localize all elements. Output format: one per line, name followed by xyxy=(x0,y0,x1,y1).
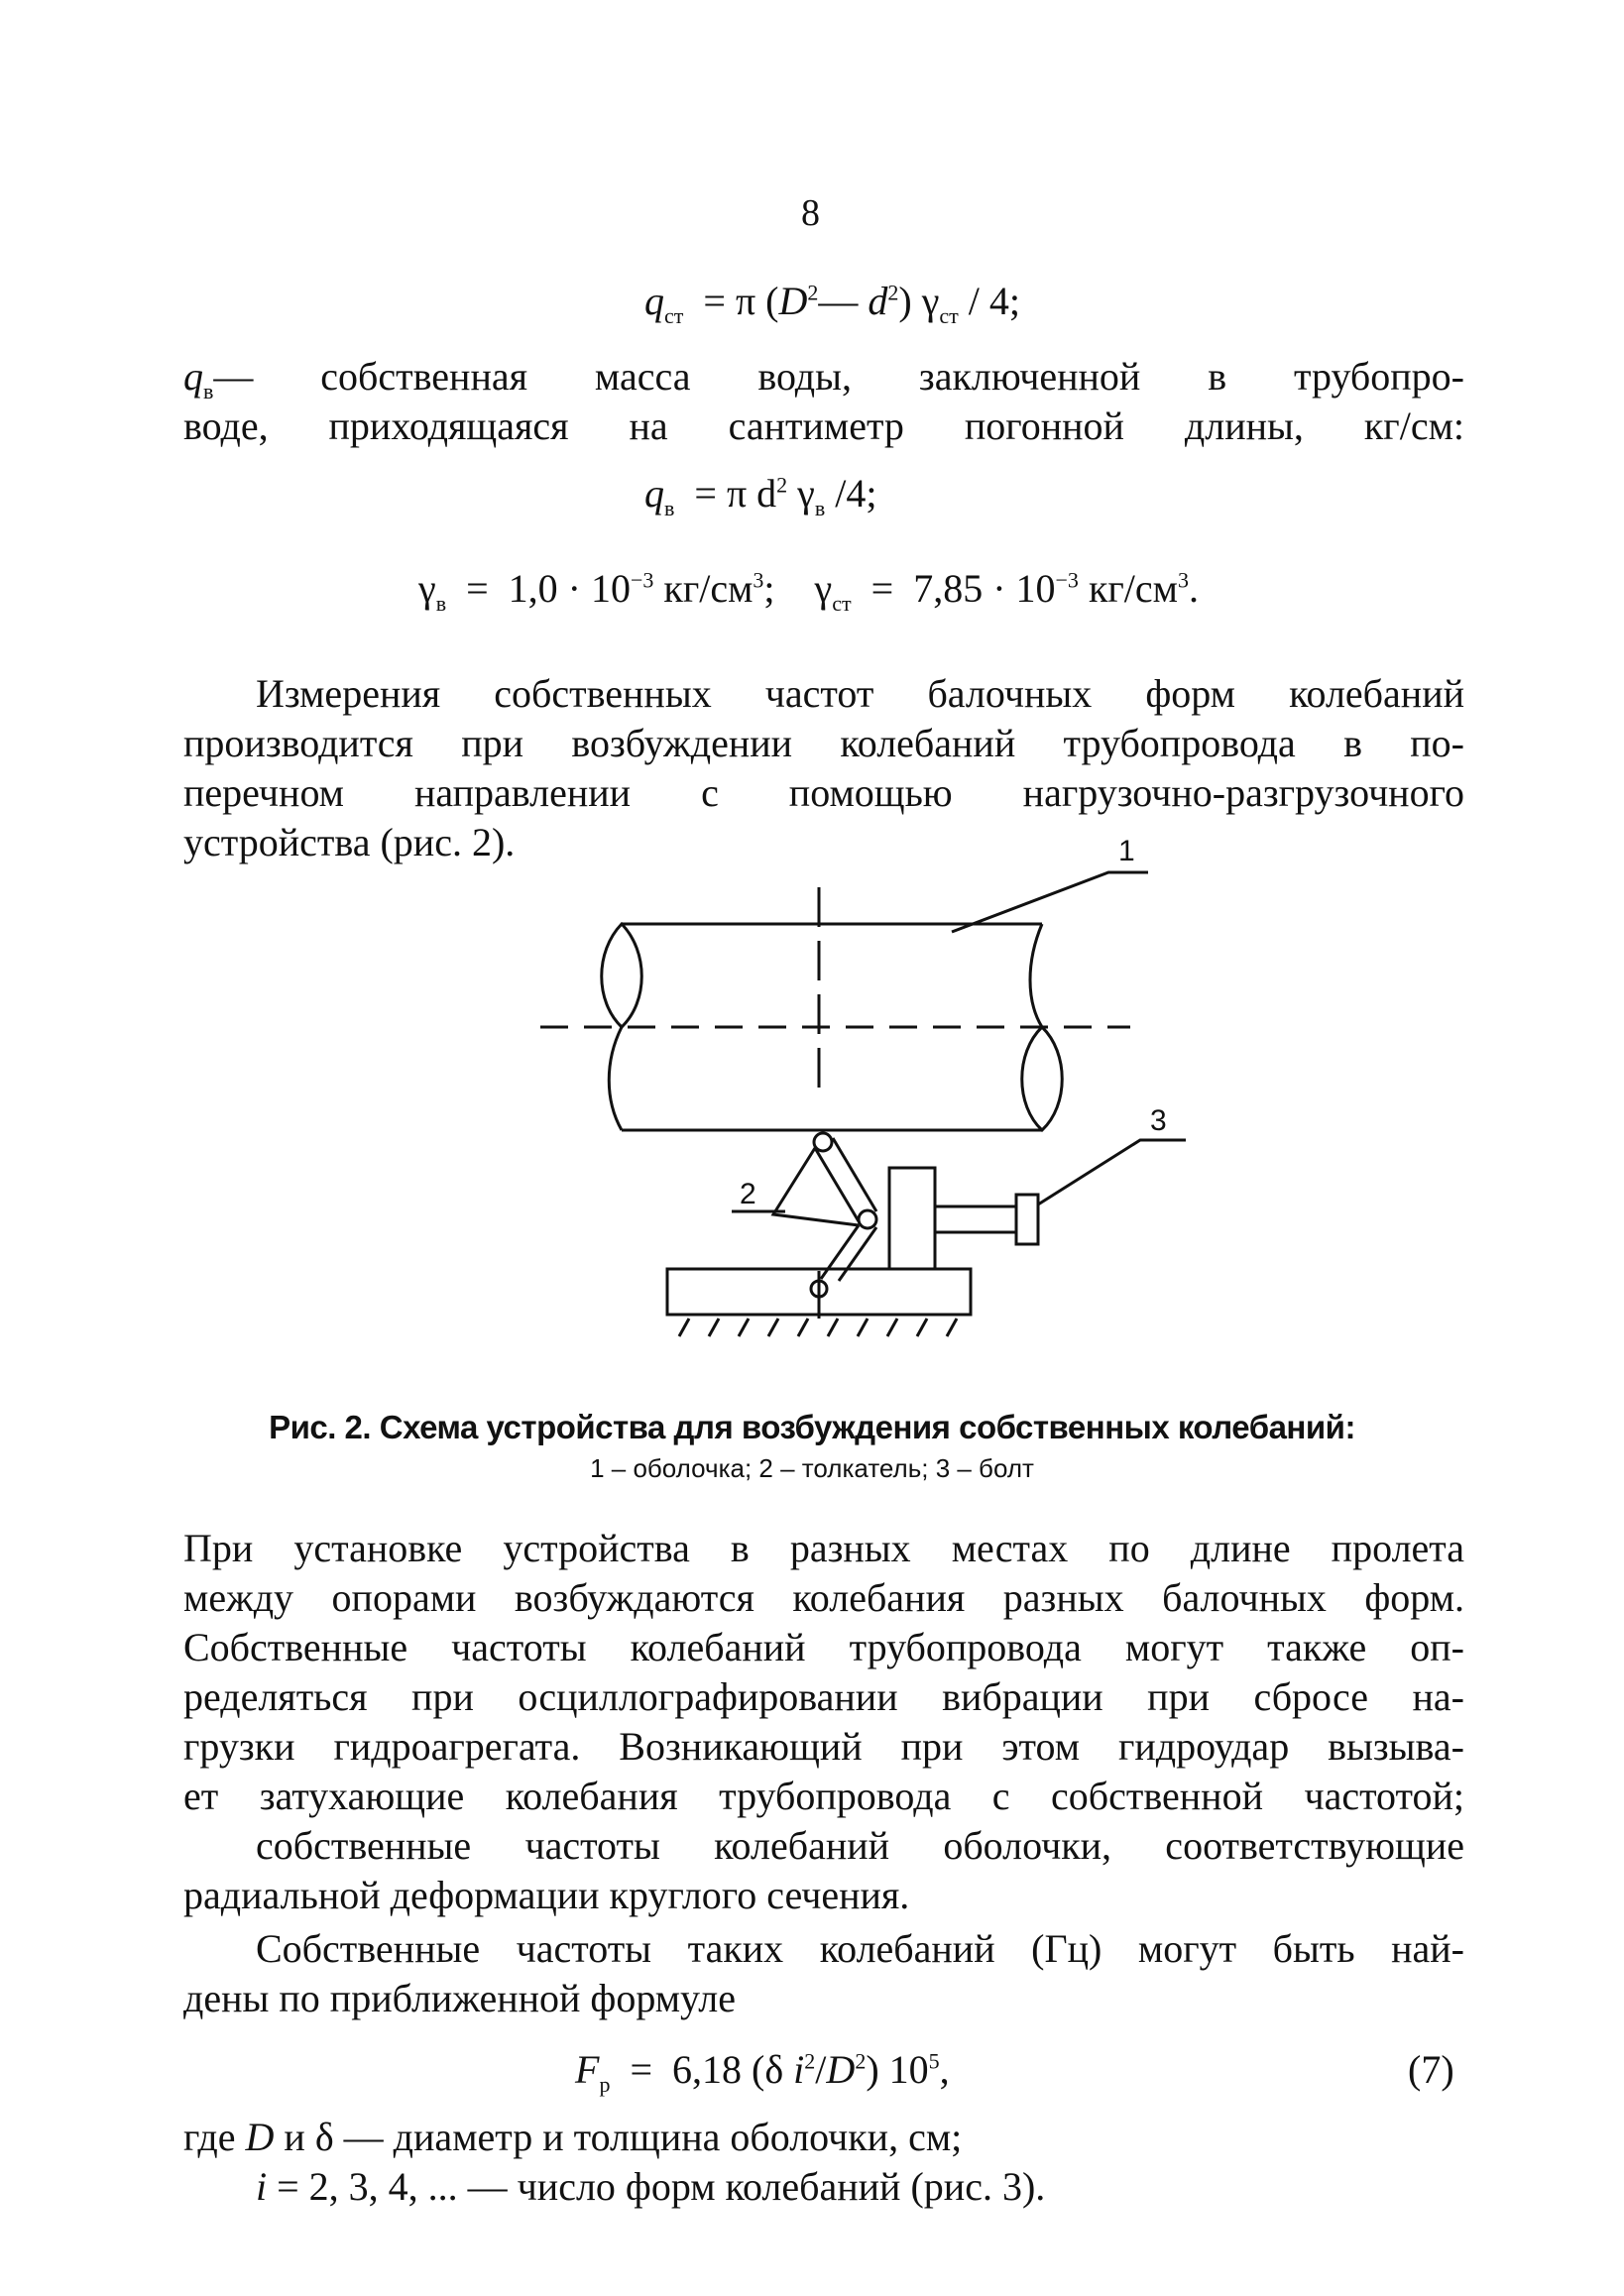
ground-hatch xyxy=(858,1319,868,1336)
where-line-2: i = 2, 3, 4, ... — число форм колебаний (рис. 3). xyxy=(256,2164,1046,2209)
label-2: 2 xyxy=(740,1178,756,1210)
paragraph-4-line-1: Собственные частоты таких колебаний (Гц) могут быть най- xyxy=(256,1926,1464,1971)
support-block xyxy=(889,1168,935,1269)
label-1: 1 xyxy=(1118,835,1135,867)
equation-7: $F_р = 6,18$ (δ $i^2/D^2$) $10^5$, xyxy=(575,2047,950,2097)
where-line-1: где D и δ — диаметр и толщина оболочки, см; xyxy=(183,2115,963,2159)
paragraph-4-line-2: дены по приближенной формуле xyxy=(183,1976,736,2020)
pipe-right-break-lower xyxy=(1022,1027,1063,1130)
paragraph-1-line-1: Измерения собственных частот балочных форм колебаний xyxy=(256,671,1464,716)
ground-hatch xyxy=(798,1319,808,1336)
pusher-middle-hinge xyxy=(859,1210,876,1228)
equation-q-v: $q_в = \pi$ $d^2$ $\gamma_в$ /4; xyxy=(644,471,877,520)
paragraph-1-line-4: устройства (рис. 2). xyxy=(183,820,516,864)
label-3: 3 xyxy=(1150,1104,1167,1137)
ground-hatch xyxy=(768,1319,778,1336)
pipe-right-break xyxy=(1030,924,1042,1027)
paragraph-2-line-5: грузки гидроагрегата. Возникающий при этом гидроудар вызыва- xyxy=(183,1724,1464,1769)
ground-hatch xyxy=(947,1319,957,1336)
ground-hatch xyxy=(739,1319,749,1336)
pipe-left-break xyxy=(602,924,642,1027)
figure-caption-legend: 1 – оболочка; 2 – толкатель; 3 – болт xyxy=(590,1453,1034,1483)
pusher-arm-upper xyxy=(815,1148,859,1221)
paragraph-2-line-6: ет затухающие колебания трубопровода с собственной частотой; xyxy=(183,1774,1464,1818)
equation-q-st: $q_{ст} = \pi$ ($D^2—$ $d^2$) $\gamma_{ст} / 4$; xyxy=(644,279,1021,328)
paragraph-1-line-2: производится при возбуждении колебаний трубопровода в по- xyxy=(183,721,1464,765)
paragraph-3-line-1: собственные частоты колебаний оболочки, соответствующие xyxy=(256,1823,1464,1868)
equation-7-number: (7) xyxy=(1408,2047,1454,2092)
leader-line-3 xyxy=(1038,1140,1186,1205)
paragraph-2-line-3: Собственные частоты колебаний трубопровода могут также оп- xyxy=(183,1625,1464,1669)
pusher-arm-lower xyxy=(821,1225,859,1279)
definition-qv-line2: воде, приходящаяся на сантиметр погонной длины, кг/см: xyxy=(183,403,1464,448)
paragraph-2-line-1: При установке устройства в разных местах по длине пролета xyxy=(183,1526,1464,1570)
paragraph-2-line-2: между опорами возбуждаются колебания разных балочных форм. xyxy=(183,1575,1464,1620)
page-number: 8 xyxy=(801,192,820,234)
paragraph-3-line-2: радиальной деформации круглого сечения. xyxy=(183,1873,910,1917)
definition-qv-line1: $q_в—$ собственная масса воды, заключенной в трубопро- xyxy=(183,354,1464,403)
bolt-head xyxy=(1016,1195,1038,1244)
paragraph-1-line-3: перечном направлении с помощью нагрузочно-разгрузочного xyxy=(183,770,1464,815)
figure-caption-title: Рис. 2. Схема устройства для возбуждения собственных колебаний: xyxy=(269,1409,1355,1445)
ground-hatch xyxy=(917,1319,927,1336)
pusher-arm-lower-2 xyxy=(839,1227,876,1281)
ground-hatch xyxy=(887,1319,897,1336)
equation-gamma-values: $\gamma_в = 1,0 \cdot 10^{-3}$ $кг/см^3$; $\gamma_{ст} = 7,85 \cdot 10^{-3}$ $кг/см^3$. xyxy=(418,566,1199,616)
ground-hatch xyxy=(679,1319,689,1336)
ground-hatch xyxy=(709,1319,719,1336)
pipe-left-break-lower xyxy=(609,1027,622,1130)
paragraph-2-line-4: ределяться при осциллографировании вибрации при сбросе на- xyxy=(183,1674,1464,1719)
ground-hatch xyxy=(828,1319,838,1336)
pusher-arm-upper-2 xyxy=(833,1138,876,1211)
